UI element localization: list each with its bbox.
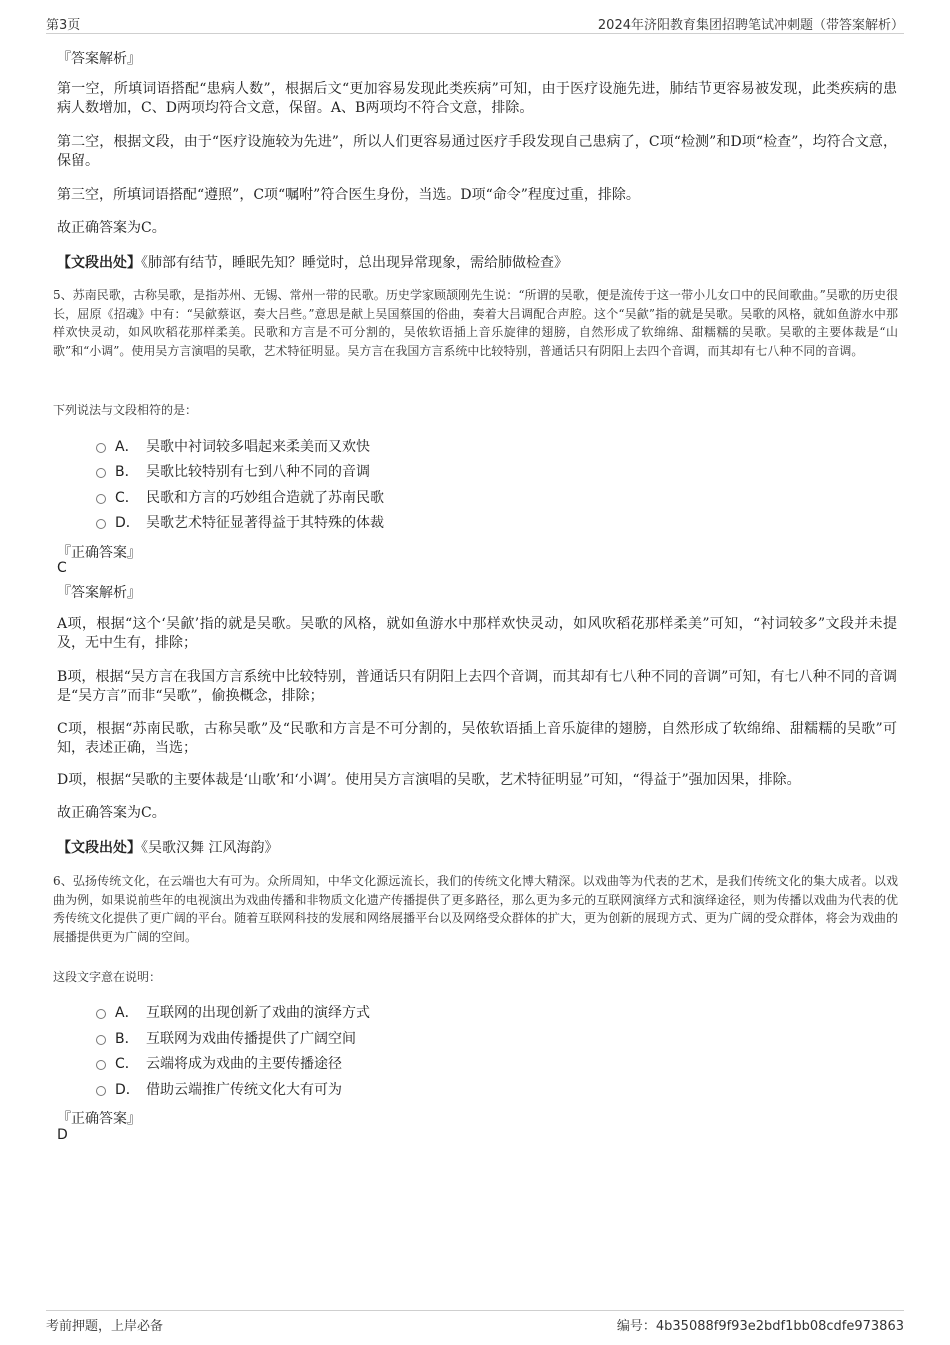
source-title: 《吴歌汉舞 江风海韵》	[141, 840, 279, 856]
footer-slogan: 考前押题，上岸必备	[46, 1319, 164, 1334]
radio-button-icon[interactable]	[96, 1060, 106, 1070]
question-6-text: 6、弘扬传统文化，在云端也大有可为。众所周知，中华文化源远流长，我们的传统文化博大精深。以戏曲等为代表的艺术，是我们传统文化的集大成者。以戏曲为例，如果说前些年的电视演出为戏曲传播和非物质文化遗产传播提供了更多路径，那么更为多元的互联网演绎方式和演绎途径，则为传播以戏曲为代表的优秀传统文化提供了更广阔的平台。随着互联网科技的发展和网络展播平台以及网络受众群体的扩大，更为创新的展现方式、更为广阔的受众群体，将会为戏曲的展播提供更为广阔的空间。	[53, 874, 898, 944]
question-6-option-b[interactable]: B． 互联网为戏曲传播提供了广阔空间	[96, 1028, 796, 1048]
question-5-option-c[interactable]: C． 民歌和方言的巧妙组合造就了苏南民歌	[96, 487, 796, 507]
q4-source	[57, 252, 897, 272]
source-title: 《肺部有结节，睡眠先知？睡觉时，总出现异常现象，需给肺做检查》	[141, 255, 568, 271]
q4-analysis-paragraph: 第三空，所填词语搭配“遵照”，C项“嘱咐”符合医生身份，当选。D项“命令”程度过重，排除。	[57, 187, 640, 203]
radio-button-icon[interactable]	[96, 1086, 106, 1096]
question-6-option-a[interactable]: A． 互联网的出现创新了戏曲的演绎方式	[96, 1002, 796, 1022]
q5-source	[57, 837, 897, 857]
page-number: 第3页	[46, 18, 81, 33]
question-5-analysis-label: 『答案解析』	[57, 585, 141, 601]
question-6-answer-label: 『正确答案』	[57, 1111, 141, 1127]
source-label: 【文段出处】	[57, 840, 141, 856]
q5-analysis-paragraph: A项，根据“这个‘吴歈’指的就是吴歌。吴歌的风格，就如鱼游水中那样欢快灵动，如风吹稻花那样柔美”可知，“衬词较多”文段并未提及，无中生有，排除；	[57, 616, 897, 651]
document-title: 2024年济阳教育集团招聘笔试冲刺题（带答案解析）	[597, 18, 904, 33]
question-5-text: 5、苏南民歌，古称吴歌，是指苏州、无锡、常州一带的民歌。历史学家顾颉刚先生说：“所谓的吴歌，便是流传于这一带小儿女口中的民间歌曲。”吴歌的历史很长，屈原《招魂》中有：“吴歈蔡讴，奏大吕些。”意思是献上吴国蔡国的俗曲，奏着大吕调配合声腔。这个“吴歈”指的就是吴歌。吴歌的风格，就如鱼游水中那样欢快灵动，如风吹稻花那样柔美。民歌和方言是不可分割的，吴侬软语插上音乐旋律的翅膀，自然形成了软绵绵、甜糯糯的吴歌。吴歌的主要体裁是“山歌”和“小调”。使用吴方言演唱的吴歌，艺术特征明显。吴方言在我国方言系统中比较特别，普通话只有阴阳上去四个音调，而其却有七八种不同的音调。	[53, 288, 898, 358]
radio-button-icon[interactable]	[96, 1035, 106, 1045]
q4-conclusion: 故正确答案为C。	[57, 220, 166, 236]
question-5-option-d[interactable]: D． 吴歌艺术特征显著得益于其特殊的体裁	[96, 512, 796, 532]
question-5-option-b[interactable]: B． 吴歌比较特别有七到八种不同的音调	[96, 461, 796, 481]
question-5-answer: C	[57, 560, 67, 576]
source-label: 【文段出处】	[57, 255, 141, 271]
radio-button-icon[interactable]	[96, 443, 106, 453]
question-6-option-d[interactable]: D． 借助云端推广传统文化大有可为	[96, 1079, 796, 1099]
page-footer	[46, 1310, 904, 1336]
question-6-option-c[interactable]: C． 云端将成为戏曲的主要传播途径	[96, 1053, 796, 1073]
question-5-option-a[interactable]: A． 吴歌中衬词较多唱起来柔美而又欢快	[96, 436, 796, 456]
radio-button-icon[interactable]	[96, 519, 106, 529]
page-header	[46, 12, 904, 34]
q5-conclusion: 故正确答案为C。	[57, 805, 166, 821]
radio-button-icon[interactable]	[96, 494, 106, 504]
document-code: 编号：4b35088f9f93e2bdf1bb08cdfe973863	[616, 1319, 904, 1334]
radio-button-icon[interactable]	[96, 468, 106, 478]
radio-button-icon[interactable]	[96, 1009, 106, 1019]
question-5-prompt: 下列说法与文段相符的是：	[53, 403, 198, 417]
q5-analysis-paragraph: B项，根据“吴方言在我国方言系统中比较特别，普通话只有阴阳上去四个音调，而其却有七八种不同的音调”可知，有七八种不同的音调是“吴方言”而非“吴歌”，偷换概念，排除；	[57, 669, 897, 704]
question-5-answer-label: 『正确答案』	[57, 545, 141, 561]
q4-analysis-paragraph: 第一空，所填词语搭配“患病人数”，根据后文“更加容易发现此类疾病”可知，由于医疗设施先进，肺结节更容易被发现，此类疾病的患病人数增加，C、D两项均符合文意，保留。A、B两项均不符合文意，排除。	[57, 81, 897, 116]
q5-analysis-paragraph: D项，根据“吴歌的主要体裁是‘山歌’和‘小调’。使用吴方言演唱的吴歌，艺术特征明显”可知，“得益于”强加因果，排除。	[57, 772, 801, 788]
question-6-answer: D	[57, 1127, 68, 1143]
question-6-prompt: 这段文字意在说明：	[53, 970, 162, 984]
q4-analysis-paragraph: 第二空，根据文段，由于“医疗设施较为先进”，所以人们更容易通过医疗手段发现自己患病了，C项“检测”和D项“检查”，均符合文意，保留。	[57, 134, 897, 169]
q4-analysis-label: 『答案解析』	[57, 51, 141, 67]
q5-analysis-paragraph: C项，根据“苏南民歌，古称吴歌”及“民歌和方言是不可分割的，吴侬软语插上音乐旋律的翅膀，自然形成了软绵绵、甜糯糯的吴歌”可知，表述正确，当选；	[57, 721, 897, 756]
